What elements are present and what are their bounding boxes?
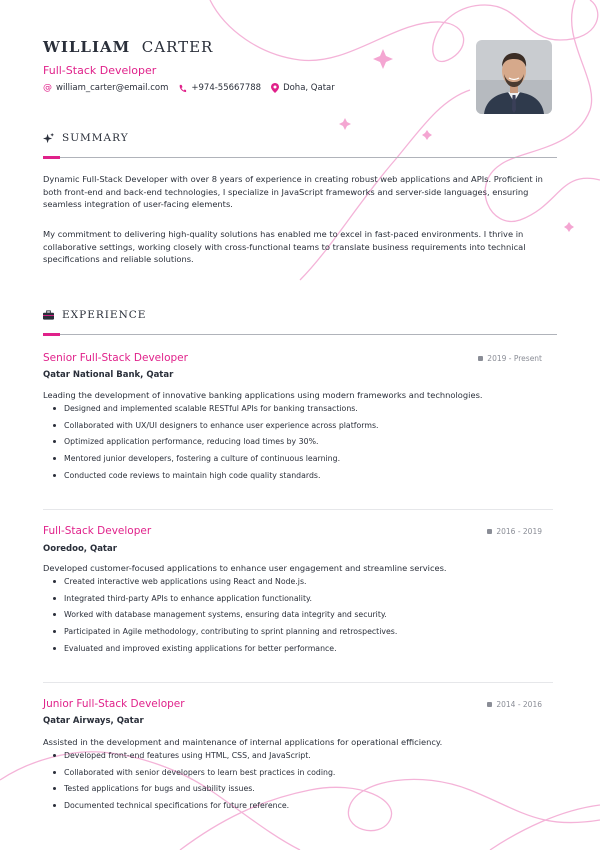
list-item: Evaluated and improved existing applications for better performance. (43, 643, 397, 660)
briefcase-icon (43, 310, 54, 320)
candidate-name (43, 38, 213, 56)
list-item: Integrated third-party APIs to enhance application functionality. (43, 593, 397, 610)
list-item: Mentored junior developers, fostering a culture of continuous learning. (43, 453, 378, 470)
contact-row (43, 83, 335, 93)
job-title: Senior Full-Stack Developer (43, 352, 188, 364)
calendar-icon (487, 702, 492, 707)
list-item: Developed front-end features using HTML, CSS, and JavaScript. (43, 750, 335, 767)
first-name: WILLIAM (43, 38, 131, 56)
company-name: Ooredoo, Qatar (43, 544, 117, 554)
company-name: Qatar National Bank, Qatar (43, 370, 174, 380)
map-pin-icon (271, 83, 279, 93)
experience-divider (43, 334, 557, 335)
list-item: Created interactive web applications using React and Node.js. (43, 576, 397, 593)
summary-divider (43, 157, 557, 158)
phone-item[interactable] (178, 83, 261, 93)
phone-icon (178, 84, 187, 93)
list-item: Worked with database management systems, ensuring data integrity and security. (43, 609, 397, 626)
job-title: Junior Full-Stack Developer (43, 698, 185, 710)
list-item: Documented technical specifications for future reference. (43, 800, 335, 817)
list-item: Participated in Agile methodology, contributing to sprint planning and retrospectives. (43, 626, 397, 643)
job-date (487, 527, 542, 536)
list-item: Designed and implemented scalable RESTful APIs for banking transactions. (43, 403, 378, 420)
job-date-text: 2016 - 2019 (496, 527, 542, 536)
experience-heading (43, 309, 146, 321)
company-name: Qatar Airways, Qatar (43, 716, 144, 726)
sparkle-icon (43, 133, 54, 144)
summary-paragraph-2: My commitment to delivering high-quality solutions has enabled me to excel in fast-paced environments. I thrive in collaborative settings, working closely with cross-functional teams to translate business requirements into technical specifications and reliable solutions. (43, 229, 526, 264)
list-item: Tested applications for bugs and usability issues. (43, 783, 335, 800)
list-item: Collaborated with UX/UI designers to enhance user experience across platforms. (43, 420, 378, 437)
job-date (478, 354, 542, 363)
job-bullets (43, 403, 378, 486)
summary-accent-bar (43, 156, 60, 159)
job-description: Leading the development of innovative banking applications using modern frameworks and technologies. (43, 390, 483, 400)
job-description: Developed customer-focused applications to enhance user engagement and streamline services. (43, 563, 447, 573)
summary-heading (43, 132, 129, 144)
at-icon: @ (43, 83, 52, 93)
last-name: CARTER (141, 38, 214, 56)
job-bullets (43, 750, 335, 817)
job-description: Assisted in the development and maintenance of internal applications for operational efficiency. (43, 737, 443, 747)
experience-heading-text: EXPERIENCE (62, 309, 147, 321)
list-item: Conducted code reviews to maintain high code quality standards. (43, 470, 378, 487)
job-separator (43, 682, 553, 683)
summary-heading-text: SUMMARY (62, 132, 129, 144)
list-item: Collaborated with senior developers to learn best practices in coding. (43, 767, 335, 784)
location-item (271, 83, 335, 93)
experience-accent-bar (43, 333, 60, 336)
job-headline: Full-Stack Developer (43, 64, 157, 77)
phone-text: +974-55667788 (191, 83, 262, 93)
list-item: Optimized application performance, reducing load times by 30%. (43, 436, 378, 453)
summary-paragraph-1: Dynamic Full-Stack Developer with over 8 years of experience in creating robust web applications and APIs. Proficient in both front-end and back-end technologies, I specialize in JavaScript frameworks and server-side languages, ensuring seamless integration of user-facing elements. (43, 174, 543, 209)
email-text: william_carter@email.com (56, 83, 169, 93)
job-date-text: 2019 - Present (487, 354, 542, 363)
email-item[interactable] (43, 83, 168, 93)
calendar-icon (478, 356, 483, 361)
calendar-icon (487, 529, 492, 534)
profile-photo (476, 40, 552, 114)
location-text: Doha, Qatar (283, 83, 335, 93)
job-title: Full-Stack Developer (43, 525, 152, 537)
job-separator (43, 509, 553, 510)
job-date (487, 700, 542, 709)
job-date-text: 2014 - 2016 (496, 700, 542, 709)
job-bullets (43, 576, 397, 659)
